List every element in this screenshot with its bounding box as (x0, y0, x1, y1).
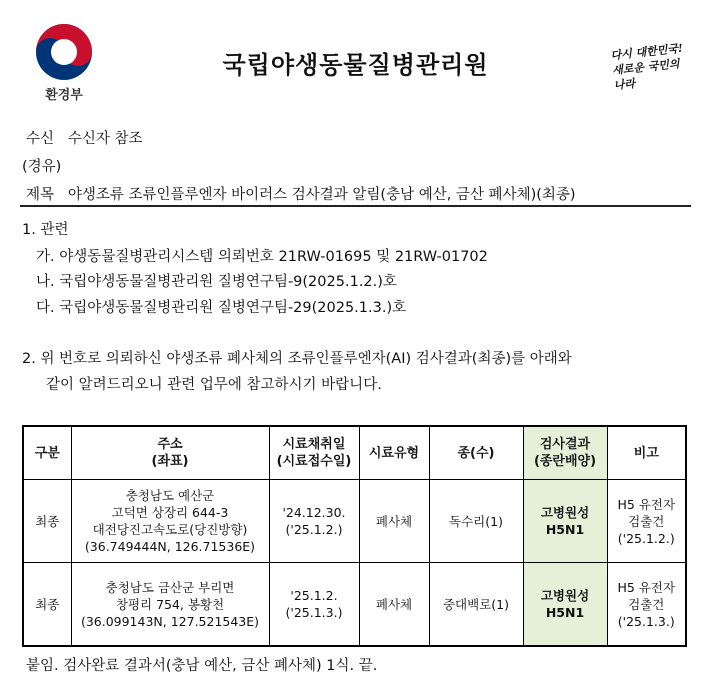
row-sample-type: 폐사체 (359, 563, 429, 647)
row-date (269, 563, 359, 647)
result-pathogenicity: 고병원성 (540, 588, 590, 603)
header-divider (20, 205, 691, 207)
subject-value: 야생조류 조류인플루엔자 바이러스 검사결과 알림(충남 예산, 금산 폐사체)(최종) (67, 187, 576, 203)
receipt-date: ('25.1.2.) (285, 522, 343, 537)
address-line: 창평리 754, 봉황천 (115, 596, 225, 612)
note-line: H5 유전자 (617, 496, 676, 512)
header-category: 구분 (23, 426, 71, 480)
address-line: 충청남도 금산군 부리면 (105, 579, 235, 595)
via-line: (경유) (22, 159, 62, 175)
row-note (607, 480, 686, 563)
row-note (607, 563, 686, 647)
note-line: 검출건 (628, 596, 665, 612)
header-date-line1: 시료채취일 (282, 437, 346, 452)
row-result (523, 480, 607, 563)
row-species: 중대백로(1) (429, 563, 523, 647)
result-subtype: H5N1 (545, 605, 585, 620)
address-line: 대전당진고속도로(당진방향) (92, 522, 248, 537)
header-result-line2: (종란배양) (533, 454, 597, 469)
header-address-line1: 주소 (157, 437, 183, 452)
slogan-line-2: 새로운 국민의 나라 (611, 57, 681, 93)
row-sample-type: 폐사체 (359, 480, 429, 563)
address-line: 충청남도 예산군 (125, 488, 215, 503)
header-result (523, 426, 607, 480)
row-address (71, 563, 269, 647)
address-coords: (36.749444N, 126.71536E) (84, 539, 256, 554)
row-date (269, 480, 359, 563)
results-table (22, 425, 687, 647)
item2-line1: 2. 위 번호로 의뢰하신 야생조류 폐사체의 조류인플루엔자(AI) 검사결과(최종)를 아래와 (22, 351, 572, 367)
attachment-line: 붙임. 검사완료 결과서(충남 예산, 금산 폐사체) 1식. 끝. (26, 658, 378, 674)
header-sample-type: 시료유형 (359, 426, 429, 480)
table-row (23, 563, 686, 647)
result-pathogenicity: 고병원성 (540, 505, 590, 520)
ministry-name: 환경부 (45, 88, 83, 103)
subject-line (26, 183, 576, 204)
row-result (523, 563, 607, 647)
slogan-signature (610, 40, 694, 93)
table-row (23, 480, 686, 563)
row-category: 최종 (23, 480, 71, 563)
item1-c: 다. 국립야생동물질병관리원 질병연구팀-29(2025.1.3.)호 (36, 300, 407, 316)
address-line: 고덕면 상장리 644-3 (111, 505, 229, 520)
note-date: ('25.1.2.) (617, 530, 675, 546)
result-subtype: H5N1 (545, 522, 585, 537)
header-species: 종(수) (429, 426, 523, 480)
address-coords: (36.099143N, 127.521543E) (80, 613, 260, 629)
note-line: 검출건 (628, 513, 665, 529)
collection-date: '24.12.30. (282, 505, 346, 520)
note-line: H5 유전자 (617, 579, 676, 595)
header-date (269, 426, 359, 480)
receipt-date: ('25.1.3.) (285, 605, 343, 620)
row-address (71, 480, 269, 563)
header-address-line2: (좌표) (151, 454, 189, 469)
subject-label: 제목 (26, 187, 55, 203)
row-category: 최종 (23, 563, 71, 647)
collection-date: '25.1.2. (290, 588, 338, 603)
recipient-line (26, 127, 143, 148)
header-address (71, 426, 269, 480)
slogan-line-1: 다시 대한민국! (609, 41, 684, 63)
item1-title: 1. 관련 (22, 222, 69, 238)
row-species: 독수리(1) (429, 480, 523, 563)
recipient-value: 수신자 참조 (67, 131, 143, 147)
note-date: ('25.1.3.) (617, 613, 675, 629)
item1-a: 가. 야생동물질병관리시스템 의뢰번호 21RW-01695 및 21RW-01702 (36, 249, 488, 265)
header-result-line1: 검사결과 (539, 437, 591, 452)
header-date-line2: (시료접수일) (276, 454, 352, 469)
table-header-row (23, 426, 686, 480)
item2-line2: 같이 알려드리오니 관련 업무에 참고하시기 바랍니다. (46, 377, 382, 393)
recipient-label: 수신 (26, 131, 55, 147)
org-title: 국립야생동물질병관리원 (222, 51, 489, 79)
header-note: 비고 (607, 426, 686, 480)
item1-b: 나. 국립야생동물질병관리원 질병연구팀-9(2025.1.2.)호 (36, 274, 397, 290)
